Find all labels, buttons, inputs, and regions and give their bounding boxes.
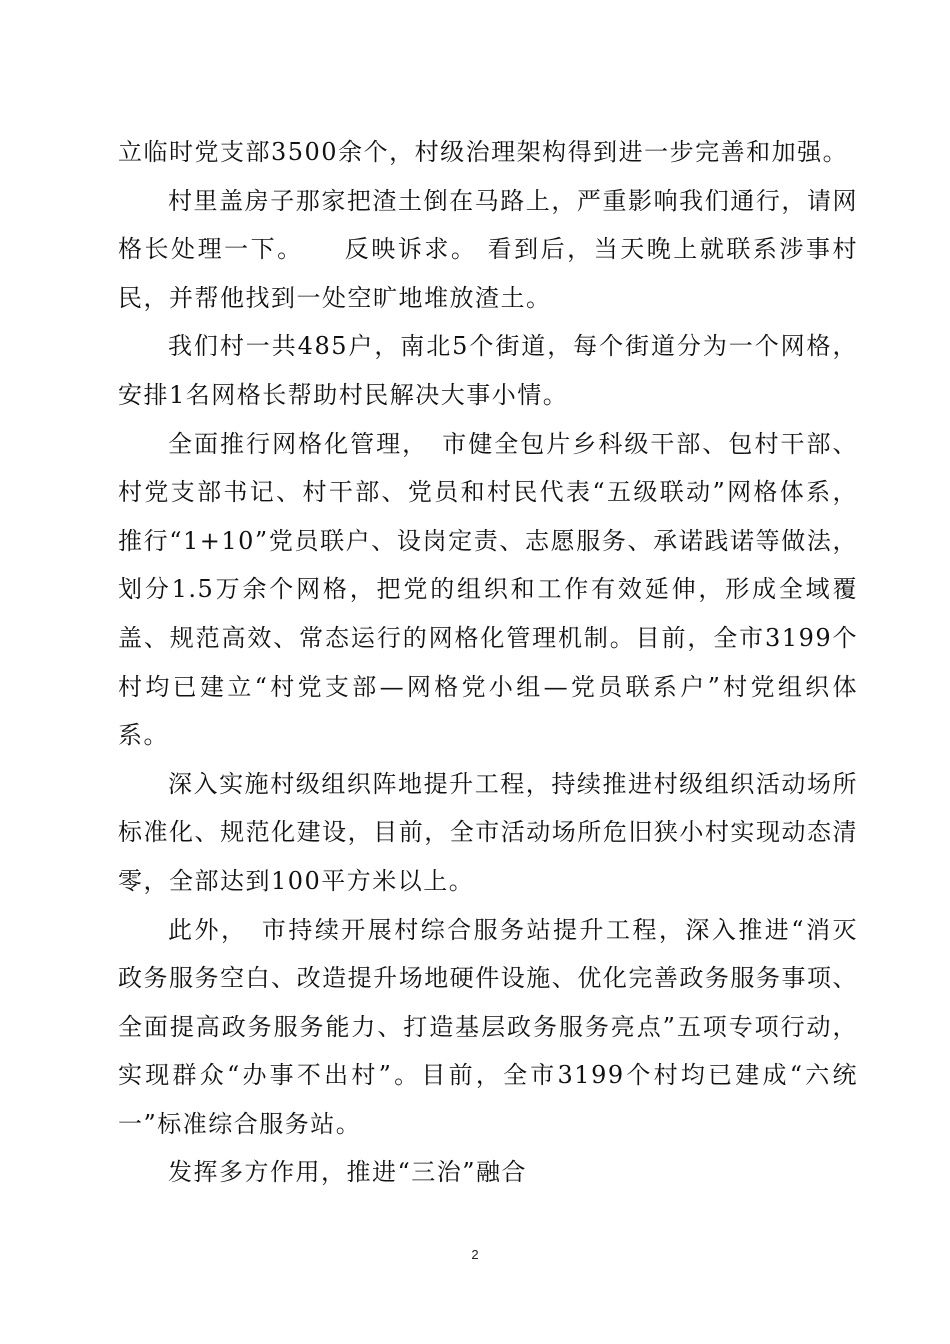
paragraph-service-stations: 此外， 市持续开展村综合服务站提升工程，深入推进“消灭政务服务空白、改造提升场地硬件设施、优化完善政务服务事项、全面提高政务服务能力、打造基层政务服务亮点”五项专项行动，实现群众“办事不出村”。目前，全市3199个村均已建成“六统一”标准综合服务站。 [118,915,858,1138]
paragraph-activity-venues: 深入实施村级组织阵地提升工程，持续推进村级组织活动场所标准化、规范化建设，目前，全市活动场所危旧狭小村实现动态清零，全部达到100平方米以上。 [118,769,858,895]
paragraph-village-grid: 我们村一共485户，南北5个街道，每个街道分为一个网格，安排1名网格长帮助村民解决大事小情。 [118,332,858,409]
document-body [118,128,858,1197]
page-number: 2 [471,1247,479,1262]
paragraph-villager-complaint: 村里盖房子那家把渣土倒在马路上，严重影响我们通行，请网格长处理一下。 反映诉求。 看到后，当天晚上就联系涉事村民，并帮他找到一处空旷地堆放渣土。 [118,186,858,312]
paragraph-heading-three-governance: 发挥多方作用，推进“三治”融合 [168,1158,528,1187]
paragraph-continuation: 立临时党支部3500余个，村级治理架构得到进一步完善和加强。 [118,138,849,166]
paragraph-grid-management: 全面推行网格化管理， 市健全包片乡科级干部、包村干部、村党支部书记、村干部、党员和村民代表“五级联动”网格体系，推行“1+10”党员联户、设岗定责、志愿服务、承诺践诺等做法，划分1.5万余个网格，把党的组织和工作有效延伸，形成全域覆盖、规范高效、常态运行的网格化管理机制。目前，全市3199个村均已建立“村党支部—网格党小组—党员联系户”村党组织体系。 [118,429,858,750]
